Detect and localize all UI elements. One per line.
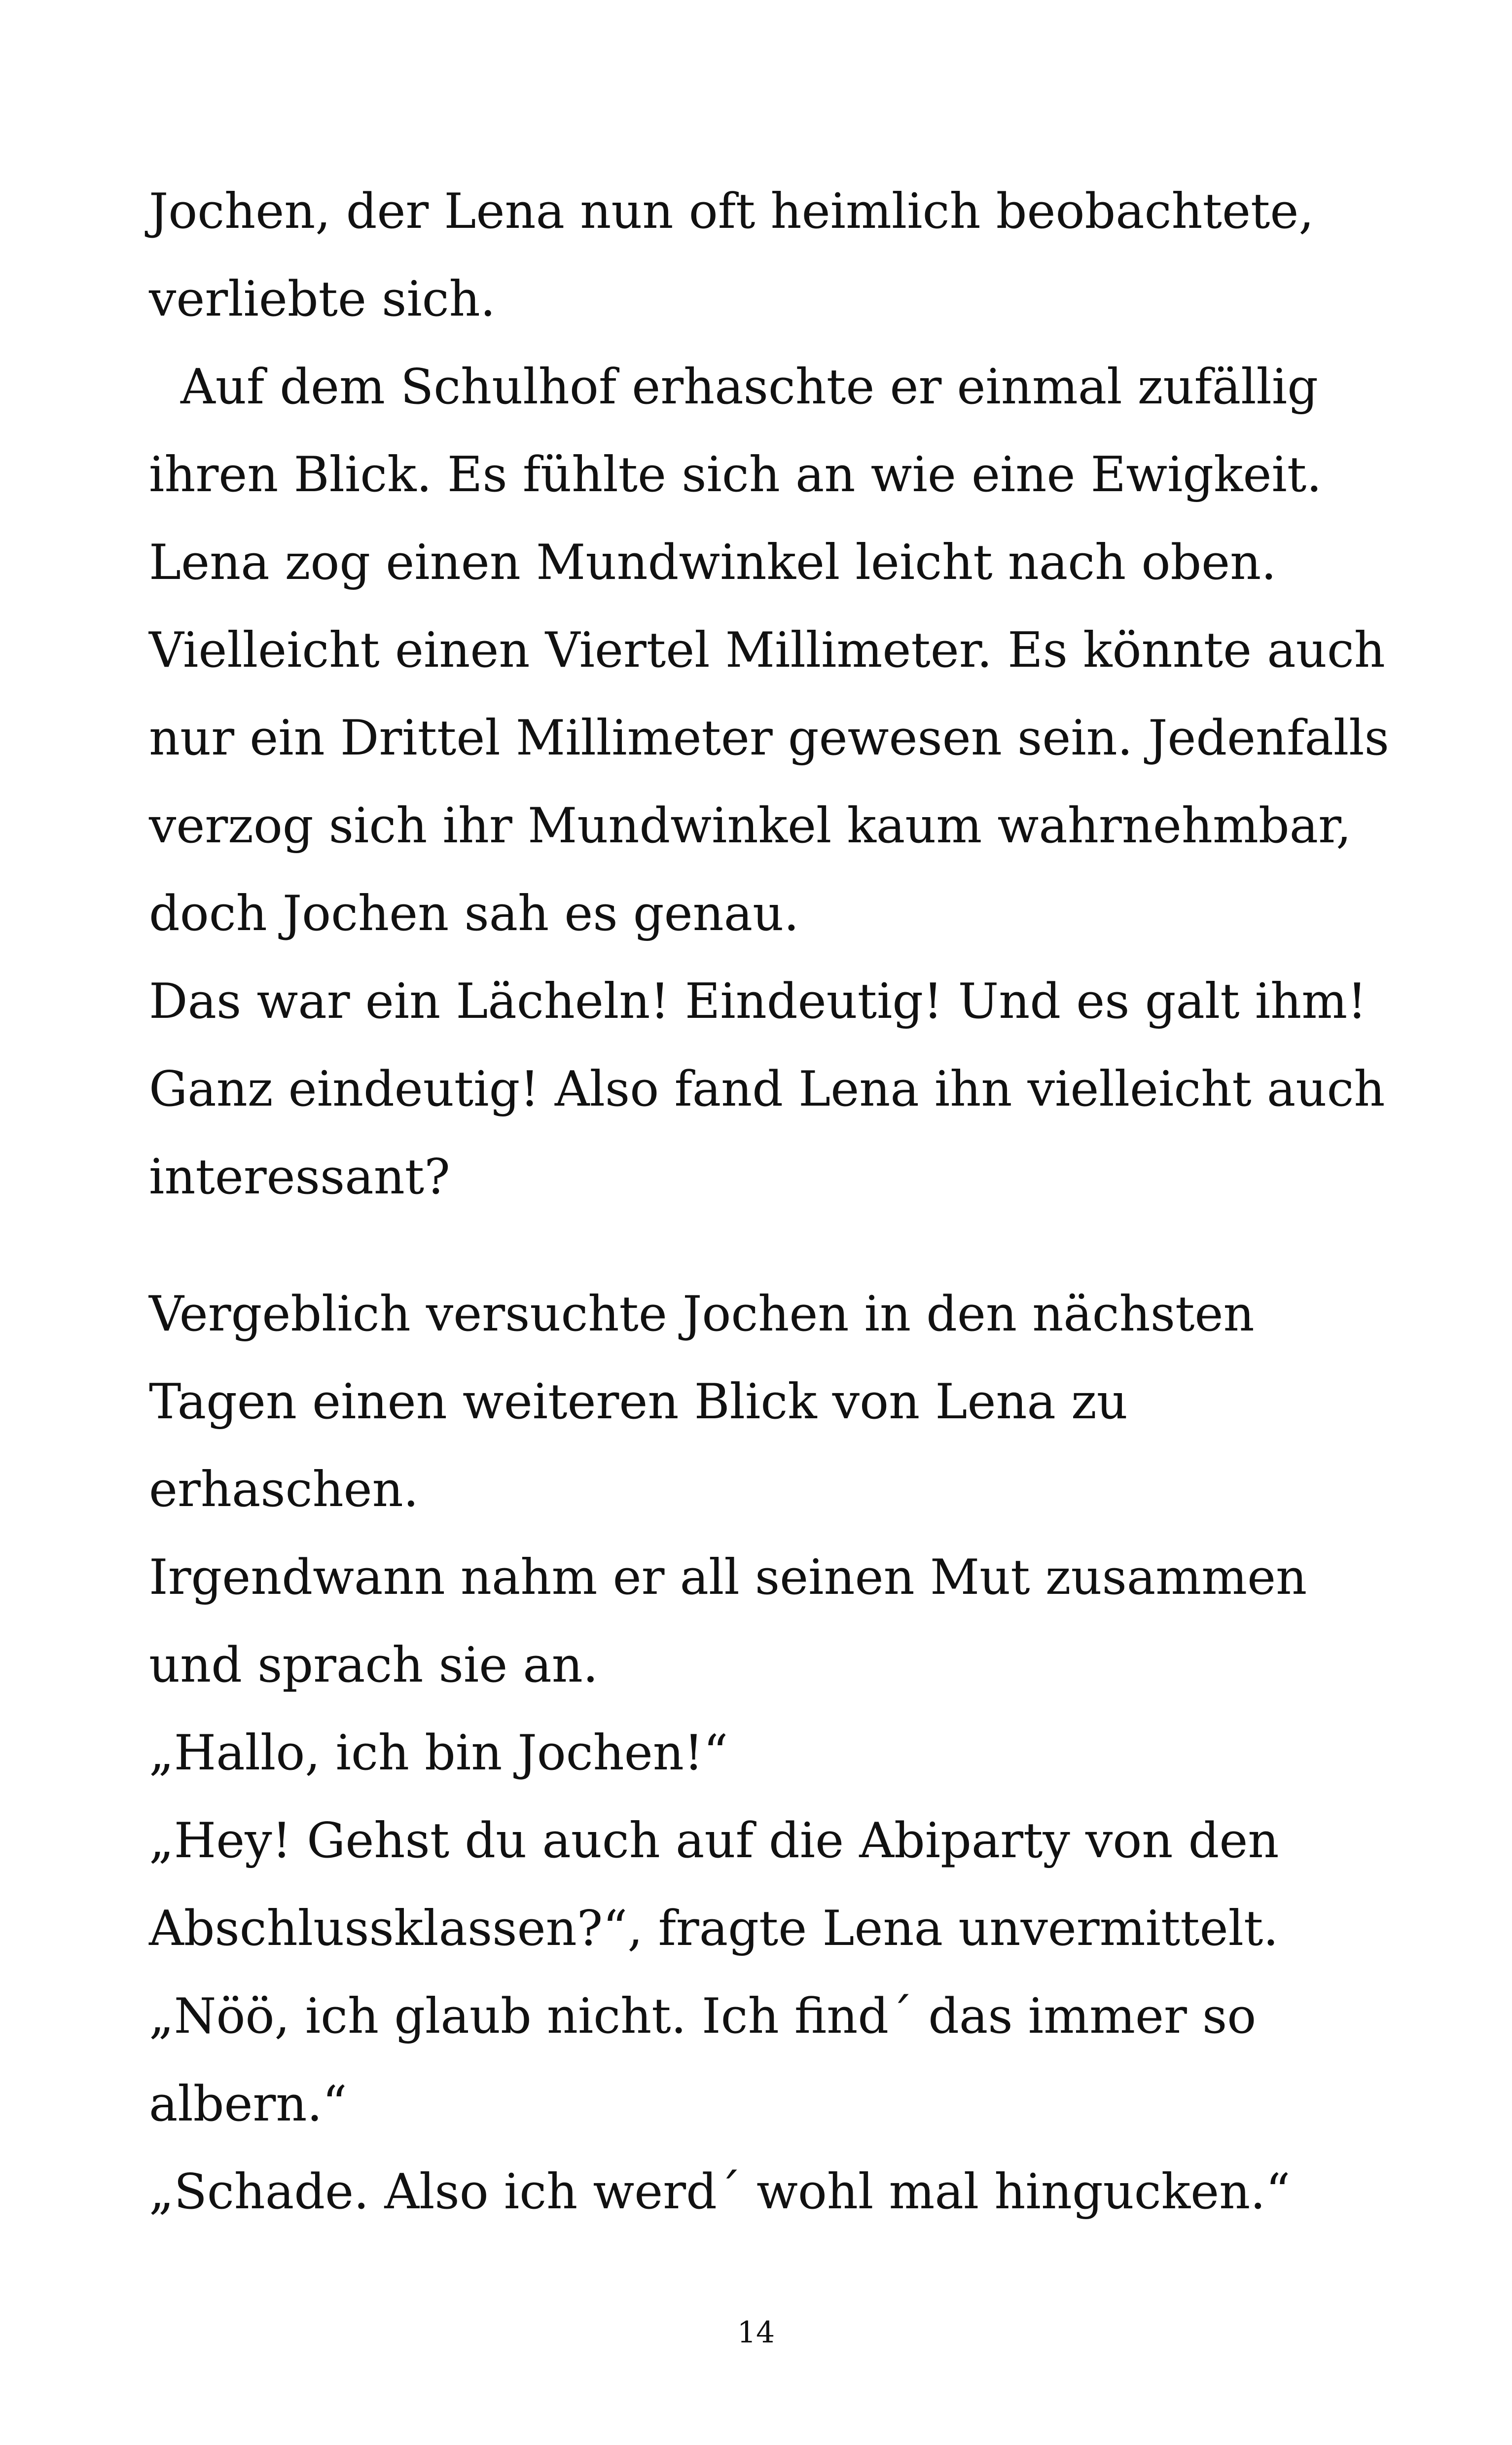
text-line: und sprach sie an. [149, 1637, 599, 1693]
text-line: ihren Blick. Es fühlte sich an wie eine Ewigkeit. [149, 447, 1322, 503]
page-body-text [149, 168, 1441, 2236]
text-line: albern.“ [149, 2076, 347, 2132]
paragraph-gap [149, 1221, 1441, 1270]
text-line: verzog sich ihr Mundwinkel kaum wahrnehmbar, [149, 798, 1352, 854]
page-number: 14 [737, 2315, 775, 2350]
text-line: Irgendwann nahm er all seinen Mut zusammen [149, 1549, 1307, 1606]
text-line: „Schade. Also ich werd´ wohl mal hingucken.“ [149, 2164, 1291, 2220]
text-line: nur ein Drittel Millimeter gewesen sein. Jedenfalls [149, 710, 1389, 766]
text-line: Vergeblich versuchte Jochen in den nächsten [149, 1286, 1255, 1342]
text-line: Vielleicht einen Viertel Millimeter. Es könnte auch [149, 622, 1385, 679]
text-line: Tagen einen weiteren Blick von Lena zu [149, 1374, 1128, 1430]
text-line: Abschlussklassen?“, fragte Lena unvermittelt. [149, 1901, 1279, 1957]
text-line: doch Jochen sah es genau. [149, 886, 799, 942]
text-line: interessant? [149, 1149, 450, 1205]
text-line: „Hallo, ich bin Jochen!“ [149, 1725, 728, 1781]
text-line: erhaschen. [149, 1462, 419, 1518]
text-line: Das war ein Lächeln! Eindeutig! Und es galt ihm! [149, 973, 1367, 1030]
text-line: „Nöö, ich glaub nicht. Ich find´ das immer so [149, 1988, 1257, 2045]
text-line: Lena zog einen Mundwinkel leicht nach oben. [149, 535, 1277, 591]
text-line: verliebte sich. [149, 271, 496, 327]
text-line: Ganz eindeutig! Also fand Lena ihn vielleicht auch [149, 1061, 1385, 1117]
text-line: Jochen, der Lena nun oft heimlich beobachtete, [149, 183, 1314, 240]
text-line: Auf dem Schulhof erhaschte er einmal zufällig [180, 359, 1318, 415]
text-line: „Hey! Gehst du auch auf die Abiparty von den [149, 1813, 1279, 1869]
